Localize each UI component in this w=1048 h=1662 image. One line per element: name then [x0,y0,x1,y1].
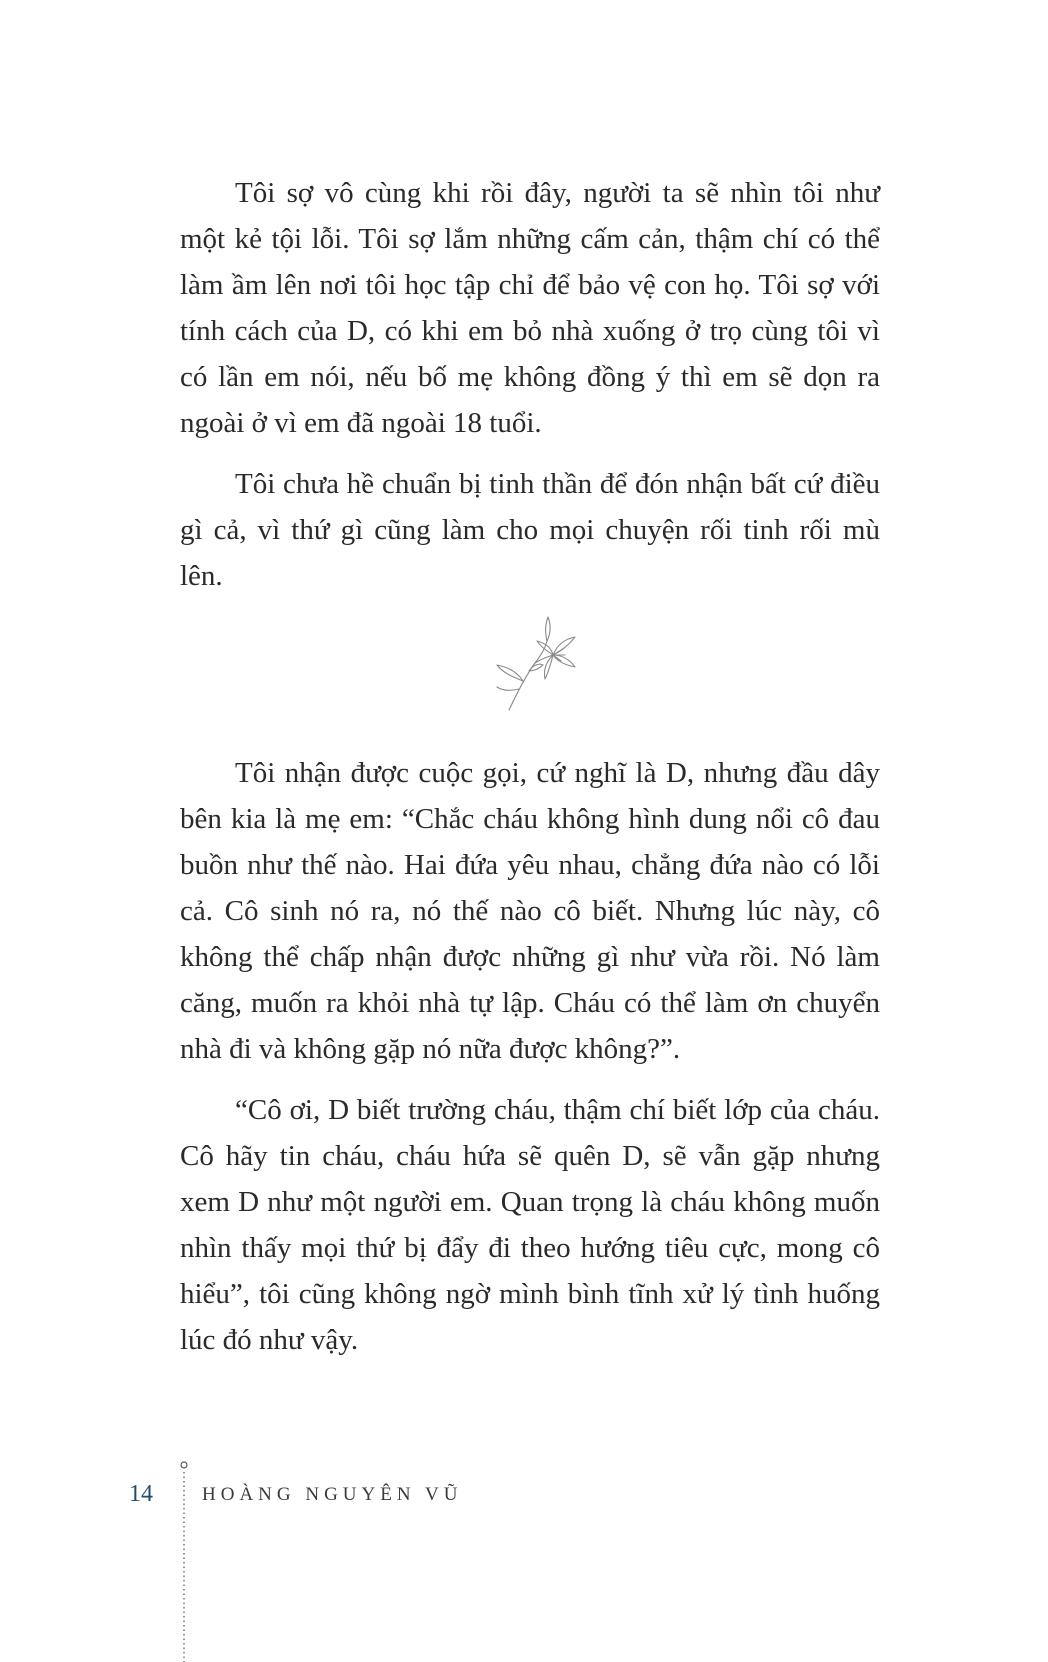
text-section-1 [180,170,880,599]
paragraph: Tôi nhận được cuộc gọi, cứ nghĩ là D, nhưng đầu dây bên kia là mẹ em: “Chắc cháu không hình dung nổi cô đau buồn như thế nào. Hai đứa yêu nhau, chẳng đứa nào có lỗi cả. Cô sinh nó ra, nó thế nào cô biết. Nhưng lúc này, cô không thể chấp nhận được những gì như vừa rồi. Nó làm căng, muốn ra khỏi nhà tự lập. Cháu có thể làm ơn chuyển nhà đi và không gặp nó nữa được không?”. [180,757,880,1065]
paragraph: “Cô ơi, D biết trường cháu, thậm chí biết lớp của cháu. Cô hãy tin cháu, cháu hứa sẽ quên D, sẽ vẫn gặp nhưng xem D như một người em. Quan trọng là cháu không muốn nhìn thấy mọi thứ bị đẩy đi theo hướng tiêu cực, mong cô hiểu”, tôi cũng không ngờ mình bình tĩnh xử lý tình huống lúc đó như vậy. [180,1094,880,1356]
page-number: 14 [129,1481,153,1507]
text-section-2 [180,750,880,1363]
paragraph: Tôi chưa hề chuẩn bị tinh thần để đón nhận bất cứ điều gì cả, vì thứ gì cũng làm cho mọi chuyện rối tinh rối mù lên. [180,468,880,592]
lily-flower-icon [495,615,577,711]
paragraph: Tôi sợ vô cùng khi rồi đây, người ta sẽ nhìn tôi như một kẻ tội lỗi. Tôi sợ lắm những cấm cản, thậm chí có thể làm ầm lên nơi tôi học tập chỉ để bảo vệ con họ. Tôi sợ với tính cách của D, có khi em bỏ nhà xuống ở trọ cùng tôi vì có lần em nói, nếu bố mẹ không đồng ý thì em sẽ dọn ra ngoài ở vì em đã ngoài 18 tuổi. [180,177,880,439]
footer-dotted-rule [179,1460,189,1662]
running-head-author: HOÀNG NGUYÊN VŨ [202,1484,463,1505]
